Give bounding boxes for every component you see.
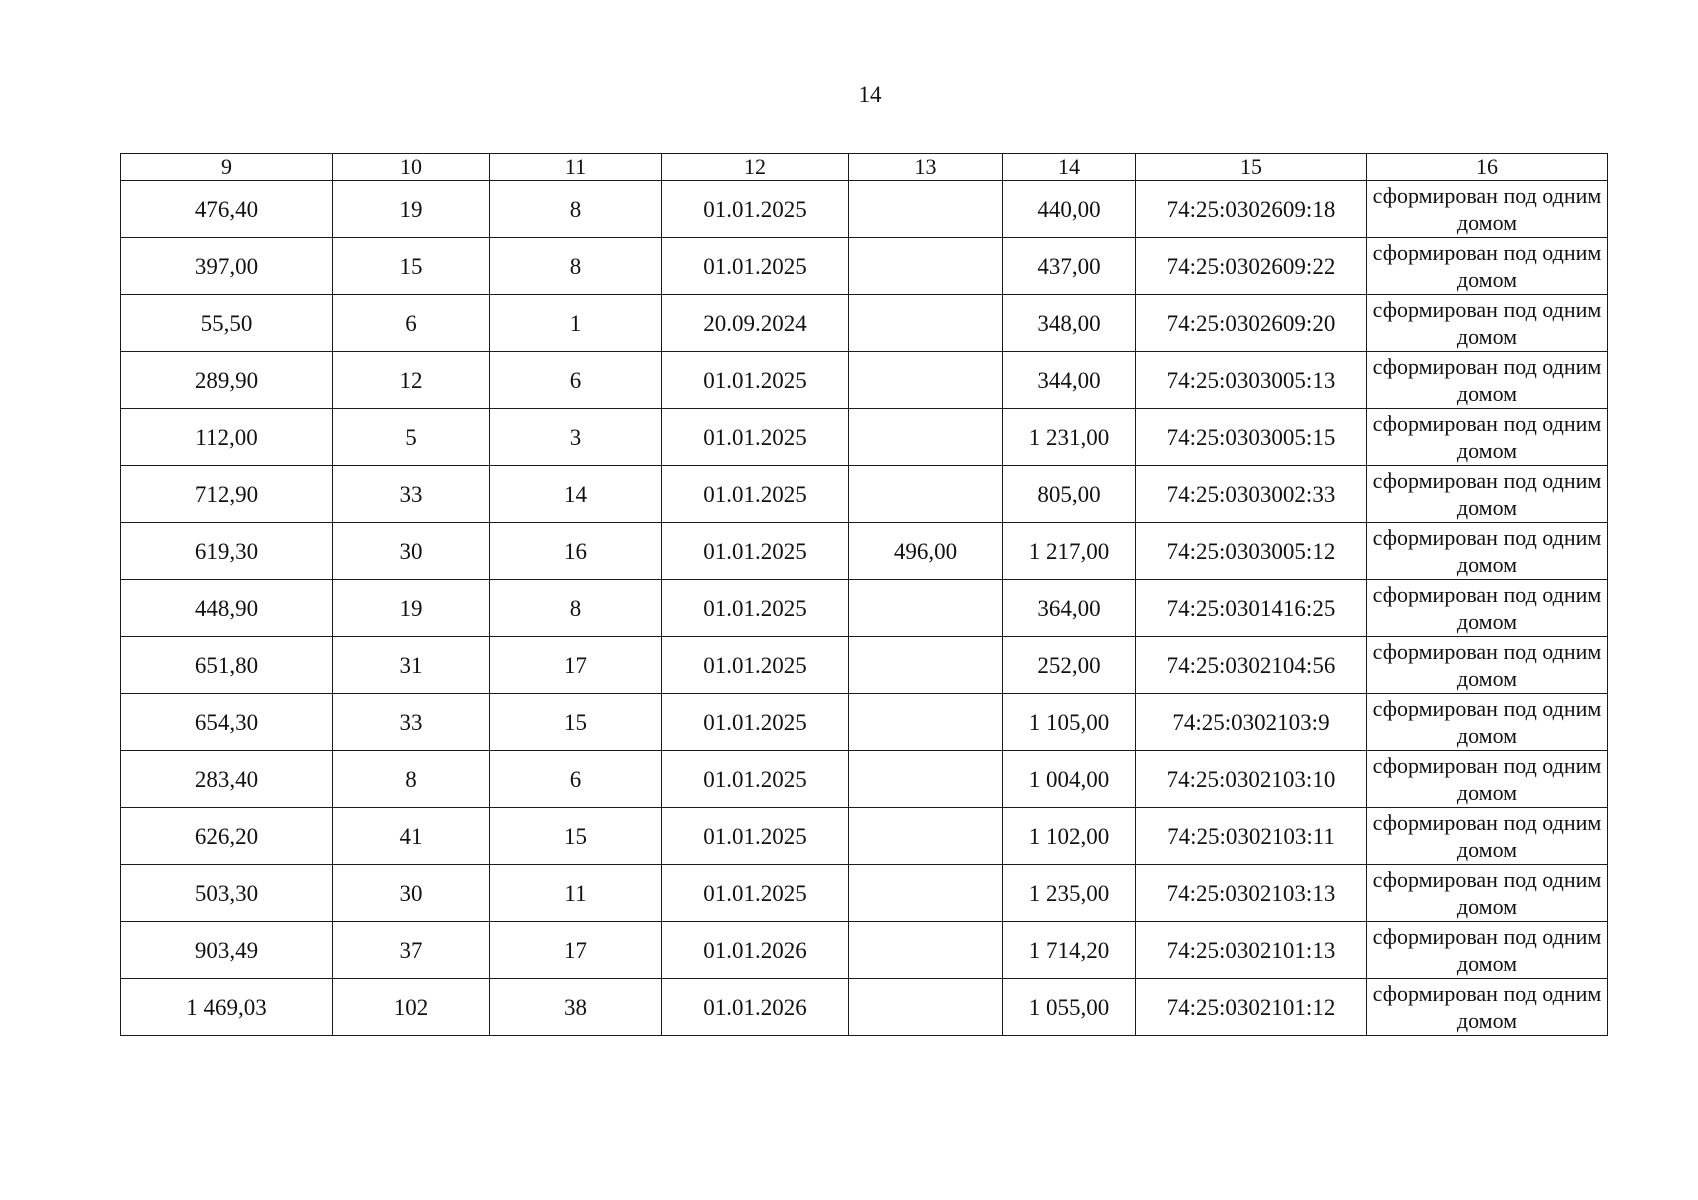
table-cell-col-16: сформирован под одним домом <box>1367 694 1608 751</box>
table-row <box>121 238 1608 295</box>
table-cell-col-12: 01.01.2025 <box>662 694 849 751</box>
table-cell-col-9: 654,30 <box>121 694 333 751</box>
table-cell-col-14: 1 055,00 <box>1003 979 1136 1036</box>
table-cell-col-9: 55,50 <box>121 295 333 352</box>
table-cell-col-13 <box>849 865 1003 922</box>
table-cell-col-11: 6 <box>490 352 662 409</box>
table-cell-col-10: 102 <box>333 979 490 1036</box>
table-row <box>121 352 1608 409</box>
table-header <box>121 154 1608 181</box>
table-cell-col-13 <box>849 922 1003 979</box>
table-body <box>121 181 1608 1036</box>
table-cell-col-16: сформирован под одним домом <box>1367 409 1608 466</box>
table-cell-col-15: 74:25:0303005:12 <box>1136 523 1367 580</box>
table-cell-col-9: 289,90 <box>121 352 333 409</box>
table-cell-col-12: 01.01.2025 <box>662 637 849 694</box>
column-header-10: 10 <box>333 154 490 181</box>
table-cell-col-11: 11 <box>490 865 662 922</box>
table-cell-col-12: 01.01.2025 <box>662 580 849 637</box>
table-cell-col-10: 5 <box>333 409 490 466</box>
table-row <box>121 637 1608 694</box>
table-cell-col-14: 1 714,20 <box>1003 922 1136 979</box>
table-cell-col-13 <box>849 466 1003 523</box>
table-cell-col-13: 496,00 <box>849 523 1003 580</box>
table-cell-col-11: 16 <box>490 523 662 580</box>
table-row <box>121 409 1608 466</box>
column-header-15: 15 <box>1136 154 1367 181</box>
table-cell-col-10: 37 <box>333 922 490 979</box>
table-cell-col-13 <box>849 409 1003 466</box>
column-header-9: 9 <box>121 154 333 181</box>
table-cell-col-12: 01.01.2025 <box>662 352 849 409</box>
table-cell-col-13 <box>849 751 1003 808</box>
table-row <box>121 922 1608 979</box>
table-cell-col-16: сформирован под одним домом <box>1367 181 1608 238</box>
table-row <box>121 181 1608 238</box>
table-cell-col-13 <box>849 808 1003 865</box>
table-cell-col-9: 626,20 <box>121 808 333 865</box>
table-cell-col-14: 1 217,00 <box>1003 523 1136 580</box>
table-cell-col-9: 476,40 <box>121 181 333 238</box>
table-cell-col-13 <box>849 181 1003 238</box>
table-cell-col-13 <box>849 295 1003 352</box>
table-cell-col-13 <box>849 694 1003 751</box>
table-cell-col-12: 20.09.2024 <box>662 295 849 352</box>
header-row <box>121 154 1608 181</box>
table-cell-col-11: 14 <box>490 466 662 523</box>
table-cell-col-13 <box>849 979 1003 1036</box>
table-cell-col-9: 903,49 <box>121 922 333 979</box>
table-cell-col-15: 74:25:0302103:9 <box>1136 694 1367 751</box>
table-cell-col-15: 74:25:0303005:13 <box>1136 352 1367 409</box>
table-cell-col-9: 619,30 <box>121 523 333 580</box>
table-row <box>121 295 1608 352</box>
table-cell-col-14: 1 231,00 <box>1003 409 1136 466</box>
table-cell-col-12: 01.01.2025 <box>662 409 849 466</box>
table-cell-col-15: 74:25:0302101:12 <box>1136 979 1367 1036</box>
table-cell-col-14: 1 235,00 <box>1003 865 1136 922</box>
table-cell-col-13 <box>849 637 1003 694</box>
table-cell-col-15: 74:25:0302609:20 <box>1136 295 1367 352</box>
data-table <box>120 153 1608 1036</box>
page-number: 14 <box>858 82 882 107</box>
column-header-13: 13 <box>849 154 1003 181</box>
table-cell-col-14: 348,00 <box>1003 295 1136 352</box>
table-cell-col-14: 1 105,00 <box>1003 694 1136 751</box>
table-cell-col-9: 1 469,03 <box>121 979 333 1036</box>
column-header-11: 11 <box>490 154 662 181</box>
table-cell-col-11: 17 <box>490 922 662 979</box>
table-cell-col-9: 397,00 <box>121 238 333 295</box>
table-cell-col-12: 01.01.2025 <box>662 466 849 523</box>
table-cell-col-14: 252,00 <box>1003 637 1136 694</box>
table-row <box>121 580 1608 637</box>
table-cell-col-15: 74:25:0302103:10 <box>1136 751 1367 808</box>
table-cell-col-9: 503,30 <box>121 865 333 922</box>
table-cell-col-10: 30 <box>333 865 490 922</box>
table-cell-col-16: сформирован под одним домом <box>1367 466 1608 523</box>
table-cell-col-9: 283,40 <box>121 751 333 808</box>
table-row <box>121 466 1608 523</box>
table-cell-col-14: 1 102,00 <box>1003 808 1136 865</box>
table-cell-col-16: сформирован под одним домом <box>1367 922 1608 979</box>
table-row <box>121 523 1608 580</box>
table-cell-col-11: 8 <box>490 238 662 295</box>
table-cell-col-10: 41 <box>333 808 490 865</box>
column-header-16: 16 <box>1367 154 1608 181</box>
table-cell-col-11: 3 <box>490 409 662 466</box>
table-cell-col-14: 1 004,00 <box>1003 751 1136 808</box>
table-row <box>121 865 1608 922</box>
table-container <box>120 153 1608 1036</box>
table-cell-col-16: сформирован под одним домом <box>1367 580 1608 637</box>
table-cell-col-15: 74:25:0301416:25 <box>1136 580 1367 637</box>
table-cell-col-10: 15 <box>333 238 490 295</box>
table-row <box>121 979 1608 1036</box>
table-row <box>121 694 1608 751</box>
table-cell-col-10: 6 <box>333 295 490 352</box>
table-cell-col-16: сформирован под одним домом <box>1367 979 1608 1036</box>
table-cell-col-12: 01.01.2026 <box>662 979 849 1036</box>
table-cell-col-12: 01.01.2025 <box>662 238 849 295</box>
table-cell-col-10: 19 <box>333 181 490 238</box>
table-cell-col-11: 15 <box>490 694 662 751</box>
table-cell-col-11: 38 <box>490 979 662 1036</box>
table-cell-col-16: сформирован под одним домом <box>1367 808 1608 865</box>
table-cell-col-11: 17 <box>490 637 662 694</box>
table-cell-col-14: 805,00 <box>1003 466 1136 523</box>
column-header-12: 12 <box>662 154 849 181</box>
table-cell-col-10: 31 <box>333 637 490 694</box>
table-cell-col-10: 8 <box>333 751 490 808</box>
table-cell-col-12: 01.01.2026 <box>662 922 849 979</box>
table-cell-col-11: 8 <box>490 580 662 637</box>
column-header-14: 14 <box>1003 154 1136 181</box>
table-cell-col-14: 344,00 <box>1003 352 1136 409</box>
table-cell-col-16: сформирован под одним домом <box>1367 352 1608 409</box>
table-cell-col-13 <box>849 352 1003 409</box>
table-cell-col-9: 448,90 <box>121 580 333 637</box>
table-cell-col-10: 33 <box>333 466 490 523</box>
table-cell-col-10: 30 <box>333 523 490 580</box>
table-cell-col-15: 74:25:0302103:13 <box>1136 865 1367 922</box>
table-row <box>121 751 1608 808</box>
table-row <box>121 808 1608 865</box>
table-cell-col-16: сформирован под одним домом <box>1367 751 1608 808</box>
table-cell-col-11: 8 <box>490 181 662 238</box>
table-cell-col-9: 651,80 <box>121 637 333 694</box>
table-cell-col-12: 01.01.2025 <box>662 808 849 865</box>
table-cell-col-16: сформирован под одним домом <box>1367 295 1608 352</box>
table-cell-col-16: сформирован под одним домом <box>1367 865 1608 922</box>
table-cell-col-16: сформирован под одним домом <box>1367 523 1608 580</box>
table-cell-col-16: сформирован под одним домом <box>1367 238 1608 295</box>
table-cell-col-12: 01.01.2025 <box>662 751 849 808</box>
table-cell-col-13 <box>849 238 1003 295</box>
table-cell-col-14: 437,00 <box>1003 238 1136 295</box>
table-cell-col-16: сформирован под одним домом <box>1367 637 1608 694</box>
table-cell-col-15: 74:25:0303005:15 <box>1136 409 1367 466</box>
table-cell-col-15: 74:25:0302609:22 <box>1136 238 1367 295</box>
table-cell-col-14: 364,00 <box>1003 580 1136 637</box>
table-cell-col-11: 6 <box>490 751 662 808</box>
table-cell-col-15: 74:25:0303002:33 <box>1136 466 1367 523</box>
table-cell-col-11: 15 <box>490 808 662 865</box>
table-cell-col-10: 12 <box>333 352 490 409</box>
table-cell-col-15: 74:25:0302104:56 <box>1136 637 1367 694</box>
table-cell-col-9: 712,90 <box>121 466 333 523</box>
table-cell-col-15: 74:25:0302101:13 <box>1136 922 1367 979</box>
table-cell-col-10: 33 <box>333 694 490 751</box>
table-cell-col-15: 74:25:0302103:11 <box>1136 808 1367 865</box>
table-cell-col-9: 112,00 <box>121 409 333 466</box>
table-cell-col-12: 01.01.2025 <box>662 181 849 238</box>
table-cell-col-11: 1 <box>490 295 662 352</box>
table-cell-col-10: 19 <box>333 580 490 637</box>
table-cell-col-13 <box>849 580 1003 637</box>
table-cell-col-15: 74:25:0302609:18 <box>1136 181 1367 238</box>
table-cell-col-12: 01.01.2025 <box>662 865 849 922</box>
table-cell-col-12: 01.01.2025 <box>662 523 849 580</box>
table-cell-col-14: 440,00 <box>1003 181 1136 238</box>
